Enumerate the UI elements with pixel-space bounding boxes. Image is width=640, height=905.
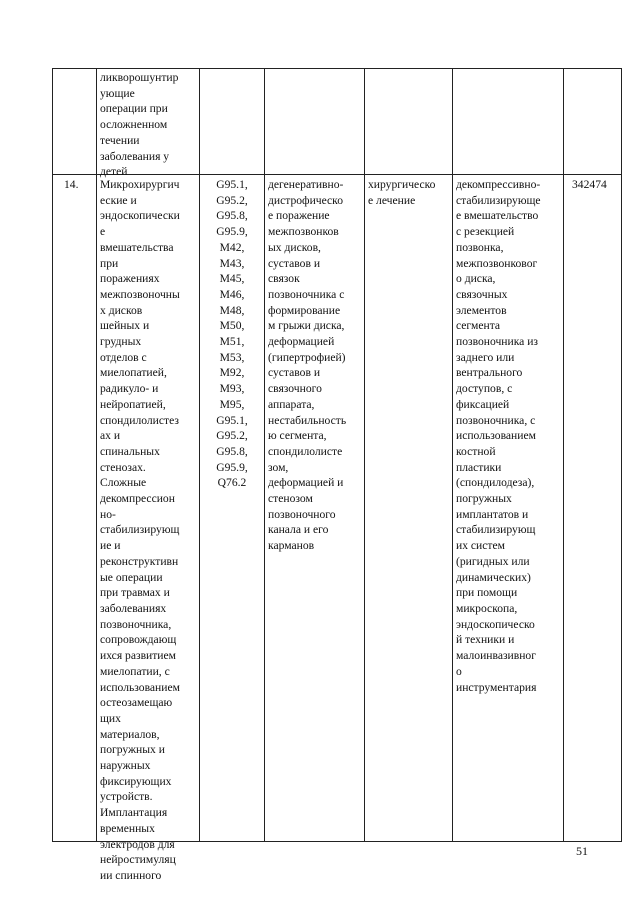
row-number-cell: 14. bbox=[64, 178, 79, 191]
services-table bbox=[52, 68, 622, 882]
prev-row-name-cell: ликворошунтир ующие операции при осложненном течении заболевания у детей bbox=[100, 71, 179, 179]
row-treatment-cell: хирургическо е лечение bbox=[368, 178, 436, 207]
row-method-cell: декомпрессивно- стабилизирующе е вмешательство с резекцией позвонка, межпозвонковог о диска, связочных элементов сегмента позвоночника из заднего или вентрального доступов, с фиксацией позвоночника, с использованием костной пластики (спондилодеза), погружных имплантатов и стабилизирующ их систем (ригидных или динамических) при помощи микроскопа, эндоскопическо й техники и малоинвазивног о инструментария bbox=[456, 178, 541, 694]
col-border bbox=[264, 68, 265, 842]
col-border bbox=[96, 68, 97, 842]
row-name-cell: Микрохирургич еские и эндоскопически е вмешательства при поражениях межпозвоночны х дисков шейных и грудных отделов с миелопатией, радикуло- и нейропатией, спондилолистез ах и спинальных стенозах. Сложные декомпрессион но- стабилизирующ ие и реконструктивн ые операции при травмах и заболеваниях позвоночника, сопровождающ ихся развитием миелопатии, с использованием остеозамещаю щих материалов, погружных и наружных фиксирующих устройств. Имплантация временных электродов для нейростимуляц ии спинного bbox=[100, 178, 180, 882]
table-top-border bbox=[52, 68, 622, 69]
col-border bbox=[452, 68, 453, 842]
row-codes-cell: G95.1, G95.2, G95.8, G95.9, M42, M43, M45, M46, M48, M50, M51, M53, M92, M93, M95, G95.1, G95.2, G95.8, G95.9, Q76.2 bbox=[216, 178, 248, 490]
page-number: 51 bbox=[576, 844, 588, 858]
row-cost-cell: 342474 bbox=[572, 178, 607, 191]
col-border bbox=[563, 68, 564, 842]
col-border bbox=[52, 68, 53, 842]
col-border bbox=[364, 68, 365, 842]
row-model-cell: дегенеративно- дистрофическо е поражение межпозвонков ых дисков, суставов и связок позвоночника с формирование м грыжи диска, деформацией (гипертрофией) суставов и связочного аппарата, нестабильность ю сегмента, спондилолисте зом, деформацией и стенозом позвоночного канала и его карманов bbox=[268, 178, 347, 553]
col-border bbox=[621, 68, 622, 842]
